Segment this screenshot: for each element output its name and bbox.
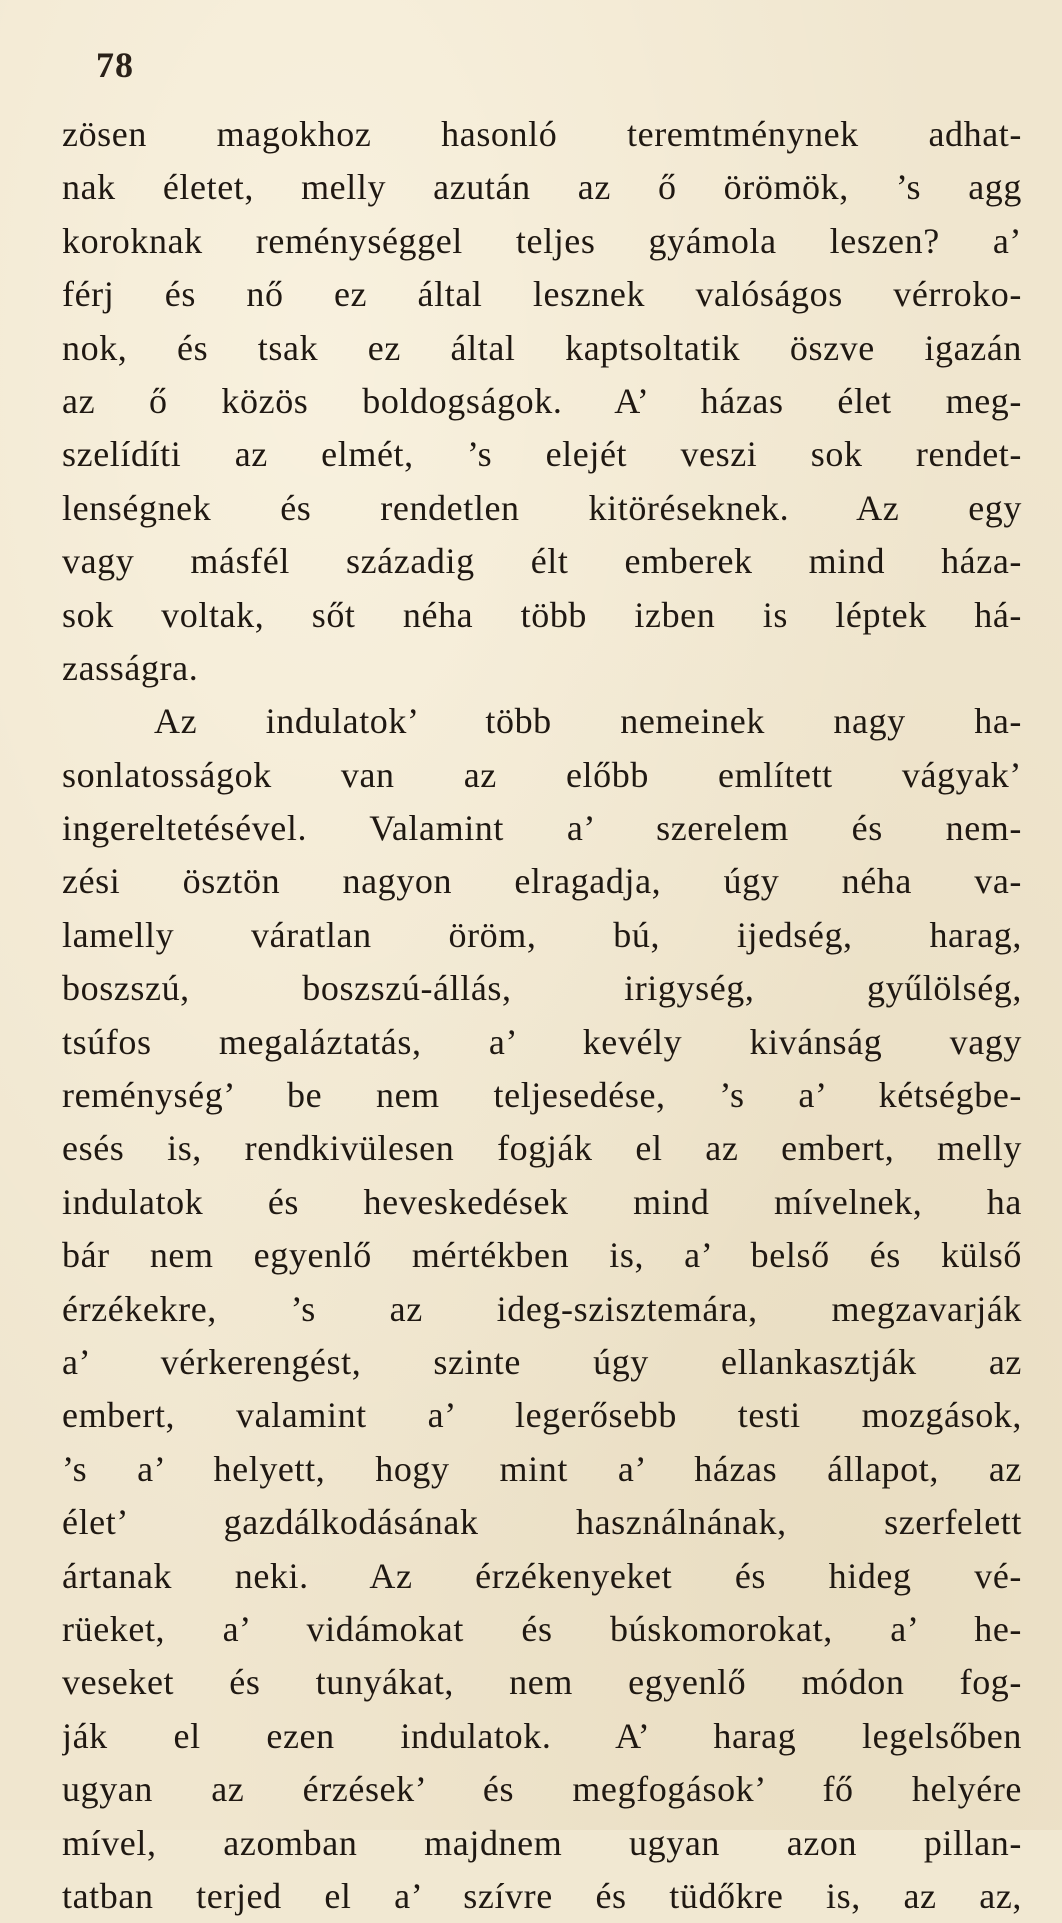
text-line: embert, valamint a’ legerősebb testi mozgások, — [62, 1395, 1022, 1436]
text-line: zösen magokhoz hasonló teremtménynek adhat- — [62, 114, 1022, 154]
text-line: zasságra. — [62, 647, 199, 688]
text-line: boszszú, boszszú-állás, irigység, gyűlölség, — [62, 968, 1022, 1009]
text-line: a’ vérkerengést, szinte úgy ellankasztják az — [62, 1341, 1022, 1382]
text-line: veseket és tunyákat, nem egyenlő módon fog- — [62, 1662, 1022, 1703]
text-line: sok voltak, sőt néha több izben is léptek há- — [62, 594, 1022, 635]
text-line: érzékekre, ’s az ideg-szisztemára, megzavarják — [62, 1288, 1022, 1329]
text-line: szelídíti az elmét, ’s elejét veszi sok rendet- — [62, 434, 1022, 475]
text-line: zési ösztön nagyon elragadja, úgy néha va- — [62, 861, 1022, 902]
text-line: reménység’ be nem teljesedése, ’s a’ kétségbe- — [62, 1075, 1022, 1116]
text-line: bár nem egyenlő mértékben is, a’ belső és külső — [62, 1235, 1022, 1276]
text-line: rüeket, a’ vidámokat és búskomorokat, a’ he- — [62, 1608, 1022, 1649]
text-line: tsúfos megaláztatás, a’ kevély kivánság vagy — [62, 1021, 1022, 1062]
text-line: esés is, rendkivülesen fogják el az embert, melly — [62, 1128, 1022, 1169]
text-line: az ő közös boldogságok. A’ házas élet meg- — [62, 380, 1022, 421]
text-line: sonlatosságok van az előbb említett vágyak’ — [62, 754, 1022, 795]
text-line: indulatok és heveskedések mind mívelnek, ha — [62, 1181, 1022, 1222]
text-line: ugyan az érzések’ és megfogások’ fő helyére — [62, 1769, 1022, 1810]
text-line: ártanak neki. Az érzékenyeket és hideg vé- — [62, 1555, 1022, 1596]
body-text — [62, 108, 1022, 1923]
text-line: nok, és tsak ez által kaptsoltatik öszve igazán — [62, 327, 1022, 368]
text-line: tatban terjed el a’ szívre és tüdőkre is, az az, — [62, 1875, 1022, 1916]
text-line: nak életet, melly azután az ő örömök, ’s agg — [62, 167, 1022, 208]
text-line: férj és nő ez által lesznek valóságos vérroko- — [62, 274, 1022, 315]
page-number: 78 — [96, 45, 134, 85]
text-line: ingereltetésével. Valamint a’ szerelem és nem- — [62, 808, 1022, 849]
text-line: lenségnek és rendetlen kitöréseknek. Az egy — [62, 487, 1022, 528]
paragraph-start-line: Az indulatok’ több nemeinek nagy ha- — [154, 701, 1022, 742]
text-line: mível, azomban majdnem ugyan azon pillan- — [62, 1822, 1022, 1863]
text-line: vagy másfél századig élt emberek mind háza- — [62, 541, 1022, 582]
text-line: élet’ gazdálkodásának használnának, szerfelett — [62, 1502, 1022, 1543]
text-line: lamelly váratlan öröm, bú, ijedség, harag, — [62, 914, 1022, 955]
text-line: koroknak reménységgel teljes gyámola leszen? a’ — [62, 220, 1022, 261]
text-line: ják el ezen indulatok. A’ harag legelsőben — [62, 1715, 1022, 1756]
text-line: ’s a’ helyett, hogy mint a’ házas állapot, az — [62, 1448, 1022, 1489]
